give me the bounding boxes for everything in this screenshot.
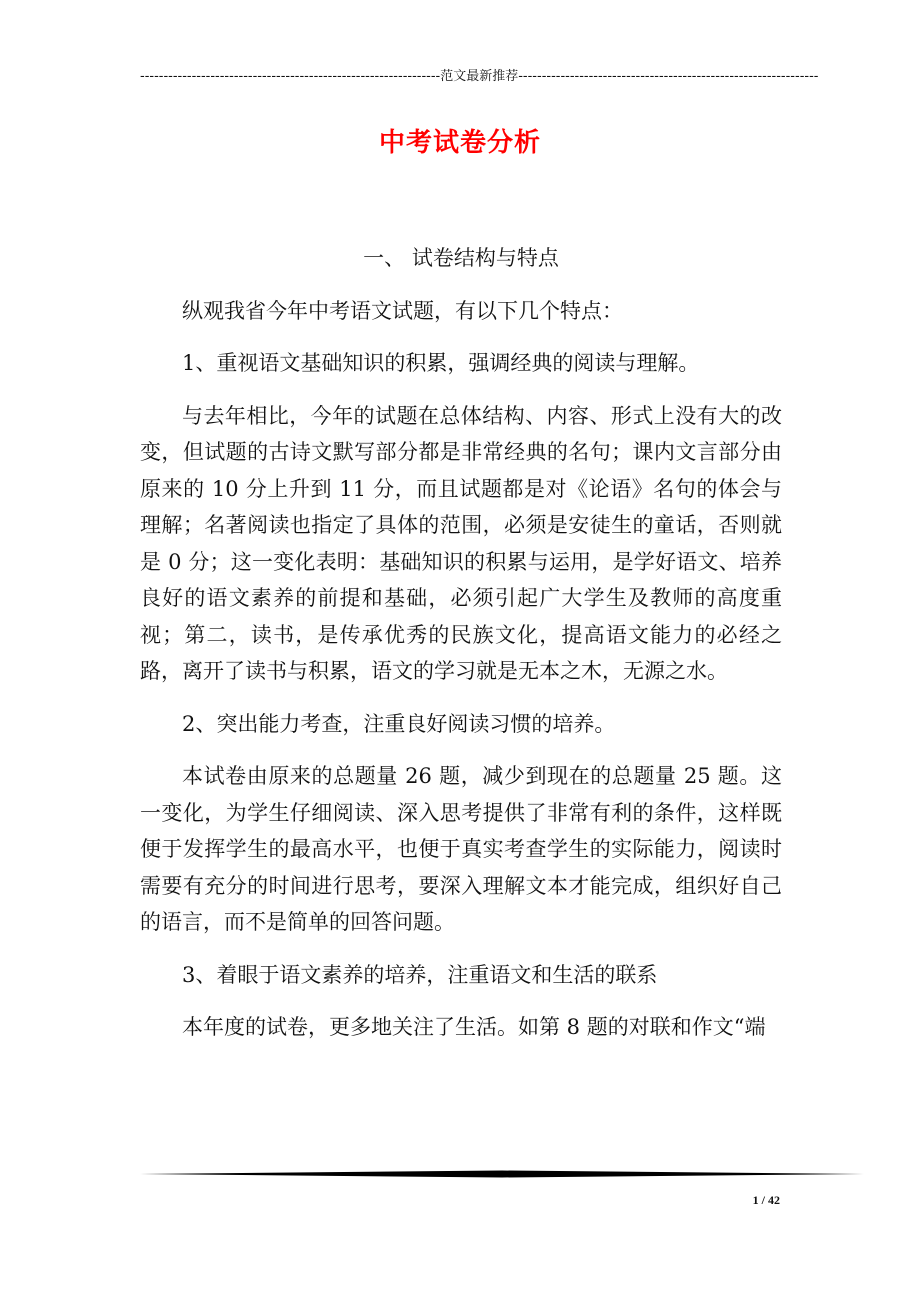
footer-rule bbox=[140, 1170, 864, 1178]
paragraph-point-2: 2、突出能力考查，注重良好阅读习惯的培养。 bbox=[182, 711, 616, 736]
paragraph-point-1-body: 与去年相比，今年的试题在总体结构、内容、形式上没有大的改变，但试题的古诗文默写部分都是非常经典的名句；课内文言部分由原来的 10 分上升到 11 分，而且试题都是对《论语》名句的体会与理解；名著阅读也指定了具体的范围，必须是安徒生的童话，否则就是 0 分；这一变化表明：基础知识的积累与运用，是学好语文、培养良好的语文素养的前提和基础，必须引起广大学生及教师的高度重视；第二，读书，是传承优秀的民族文化，提高语文能力的必经之路，离开了读书与积累，语文的学习就是无本之木，无源之水。 bbox=[140, 403, 782, 683]
paragraph-intro: 纵观我省今年中考语文试题，有以下几个特点： bbox=[182, 298, 623, 323]
page-number: 1 / 42 bbox=[752, 1193, 780, 1207]
document-body bbox=[140, 240, 782, 1046]
document-title: 中考试卷分析 bbox=[378, 128, 541, 158]
header-dashes-right: ---------------------------------------------------------------- bbox=[518, 69, 819, 84]
paragraph-point-1: 1、重视语文基础知识的积累，强调经典的阅读与理解。 bbox=[182, 351, 700, 375]
paragraph-point-3: 3、着眼于语文素养的培养，注重语文和生活的联系 bbox=[182, 962, 658, 987]
header-dashes-left: ---------------------------------------------------------------- bbox=[140, 69, 441, 84]
header-label: 范文最新推荐 bbox=[440, 69, 519, 84]
paragraph-point-2-body: 本试卷由原来的总题量 26 题，减少到现在的总题量 25 题。这一变化，为学生仔细阅读、深入思考提供了非常有利的条件，这样既便于发挥学生的最高水平，也便于真实考查学生的实际能力，阅读时需要有充分的时间进行思考，要深入理解文本才能完成，组织好自己的语言，而不是简单的回答问题。 bbox=[140, 764, 782, 934]
paragraph-point-3-body: 本年度的试卷，更多地关注了生活。如第 8 题的对联和作文“端 bbox=[182, 1015, 766, 1039]
section-heading: 一、 试卷结构与特点 bbox=[363, 246, 559, 270]
page-header bbox=[140, 68, 819, 86]
